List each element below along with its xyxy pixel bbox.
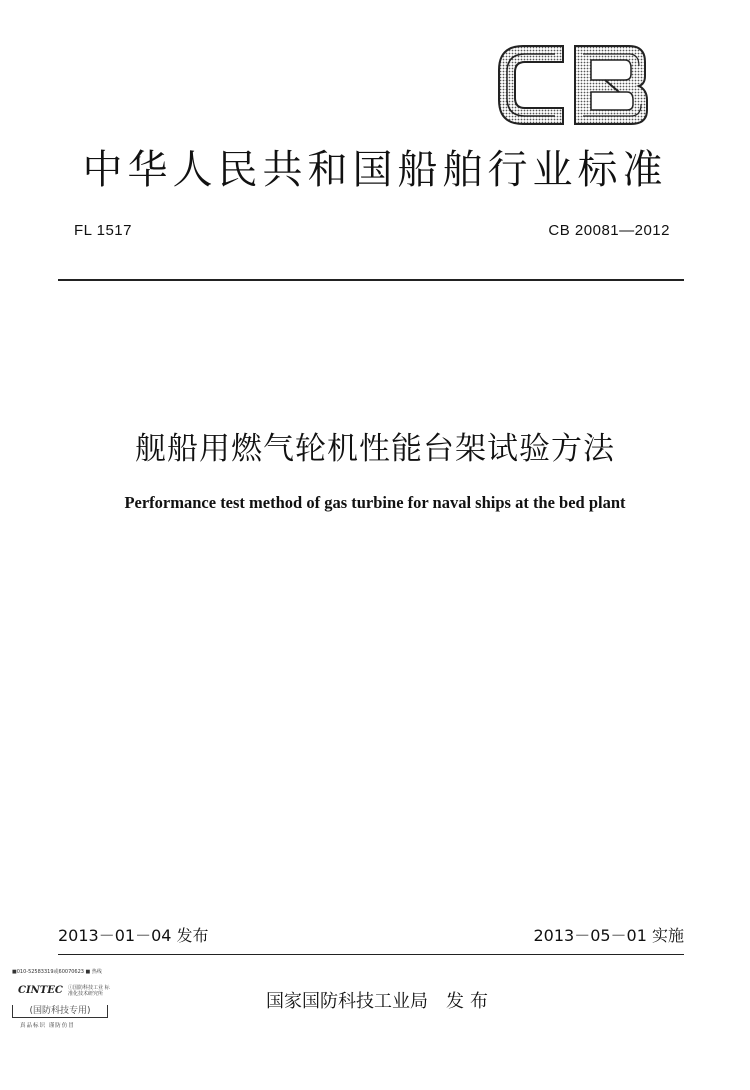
standard-number: CB 20081—2012 <box>548 222 670 239</box>
stamp-box: (国防科技专用) <box>12 1005 108 1018</box>
standard-title: 中华人民共和国船舶行业标准 <box>82 147 668 193</box>
stamp-brand-logo: CINTEC <box>18 985 63 996</box>
publish-action: 发布 <box>446 991 494 1012</box>
classification-code: FL 1517 <box>74 222 132 239</box>
stamp-hotline: ■010-52583319或60070623 ■ 热线 <box>12 969 102 975</box>
top-divider <box>58 279 684 281</box>
implement-date: 2013－05－01 实施 <box>533 926 684 945</box>
stamp-organization: ⓘ国防科技工业 标准化技术研究所 <box>68 985 110 997</box>
issue-date: 2013－01－04 发布 <box>58 926 209 945</box>
document-title-cn: 舰船用燃气轮机性能台架试验方法 <box>135 431 615 467</box>
publisher-name: 国家国防科技工业局 <box>266 991 428 1012</box>
document-title-en: Performance test method of gas turbine for naval ships at the bed plant <box>124 493 626 512</box>
stamp-footer-text: 真品标识 谨防仿冒 <box>20 1023 75 1029</box>
bottom-divider <box>58 954 684 955</box>
cb-logo <box>493 40 653 130</box>
publisher <box>266 987 494 1013</box>
